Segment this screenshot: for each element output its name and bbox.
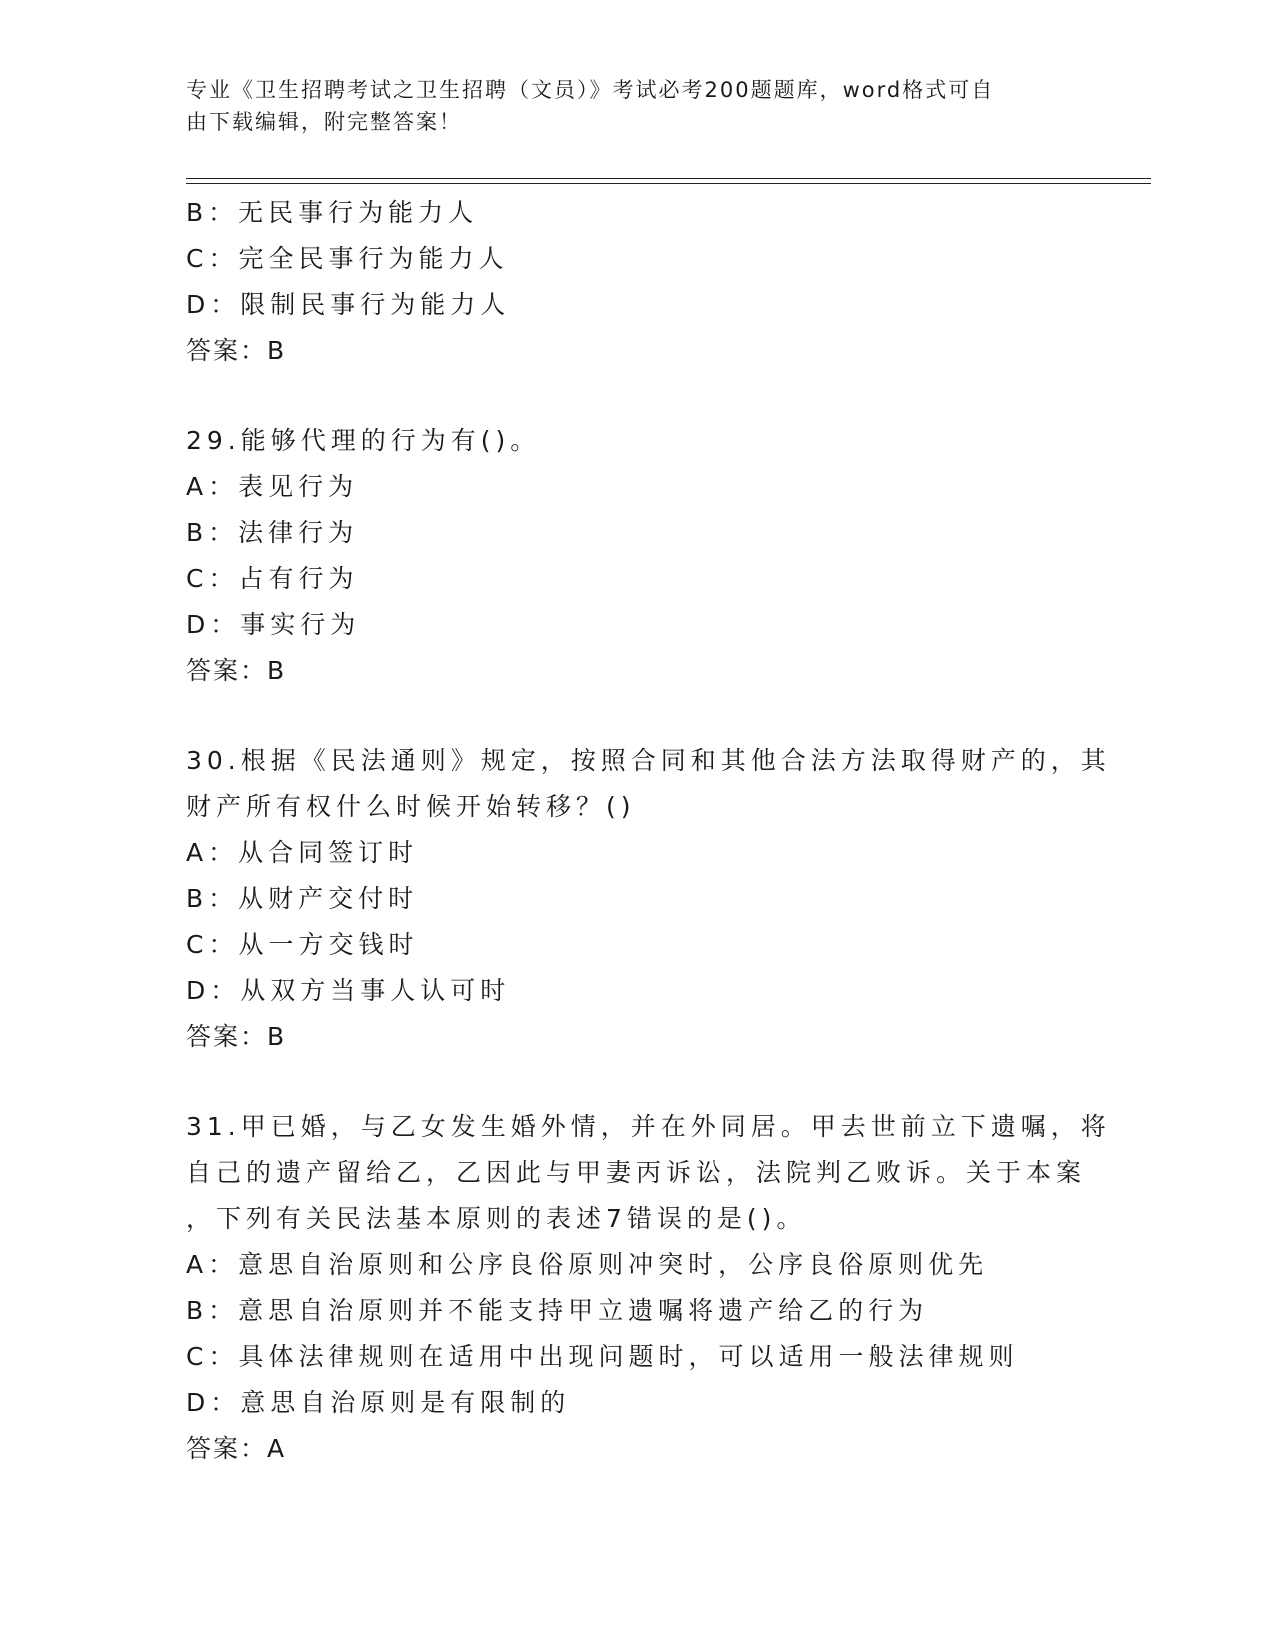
question-stem-continued: 自己的遗产留给乙，乙因此与甲妻丙诉讼，法院判乙败诉。关于本案 (186, 1158, 1087, 1187)
option-c: C：完全民事行为能力人 (186, 244, 509, 273)
option-a: A：表见行为 (186, 472, 359, 501)
question-stem-continued: 财产所有权什么时候开始转移？() (186, 792, 636, 821)
option-d: D：限制民事行为能力人 (186, 290, 511, 319)
option-d: D：从双方当事人认可时 (186, 976, 511, 1005)
document-header (186, 74, 1066, 138)
answer-line: 答案：A (186, 1434, 287, 1463)
option-b: B：从财产交付时 (186, 884, 419, 913)
option-a: A：意思自治原则和公序良俗原则冲突时，公序良俗原则优先 (186, 1250, 989, 1279)
option-c: C：占有行为 (186, 564, 359, 593)
option-b: B：无民事行为能力人 (186, 198, 479, 227)
answer-line: 答案：B (186, 336, 287, 365)
header-divider-bottom (186, 183, 1151, 184)
answer-line: 答案：B (186, 656, 287, 685)
option-b: B：意思自治原则并不能支持甲立遗嘱将遗产给乙的行为 (186, 1296, 929, 1325)
question-stem-continued: ，下列有关民法基本原则的表述7错误的是()。 (186, 1204, 807, 1233)
question-list (186, 190, 1111, 1472)
question-28-continued (186, 190, 1086, 374)
option-b: B：法律行为 (186, 518, 359, 547)
header-line-1: 专业《卫生招聘考试之卫生招聘（文员）》考试必考200题题库，word格式可自 (186, 78, 995, 102)
question-stem: 30.根据《民法通则》规定，按照合同和其他合法方法取得财产的，其 (186, 746, 1111, 775)
header-divider-top (186, 178, 1151, 179)
question-30 (186, 738, 1111, 1060)
question-stem: 29.能够代理的行为有()。 (186, 426, 541, 455)
answer-line: 答案：B (186, 1022, 287, 1051)
header-line-2: 由下载编辑，附完整答案！ (186, 110, 462, 134)
option-d: D：意思自治原则是有限制的 (186, 1388, 571, 1417)
option-c: C：具体法律规则在适用中出现问题时，可以适用一般法律规则 (186, 1342, 1019, 1371)
question-stem: 31.甲已婚，与乙女发生婚外情，并在外同居。甲去世前立下遗嘱，将 (186, 1112, 1111, 1141)
option-d: D：事实行为 (186, 610, 361, 639)
question-29 (186, 418, 1086, 694)
option-a: A：从合同签订时 (186, 838, 419, 867)
option-c: C：从一方交钱时 (186, 930, 419, 959)
question-31 (186, 1104, 1111, 1472)
